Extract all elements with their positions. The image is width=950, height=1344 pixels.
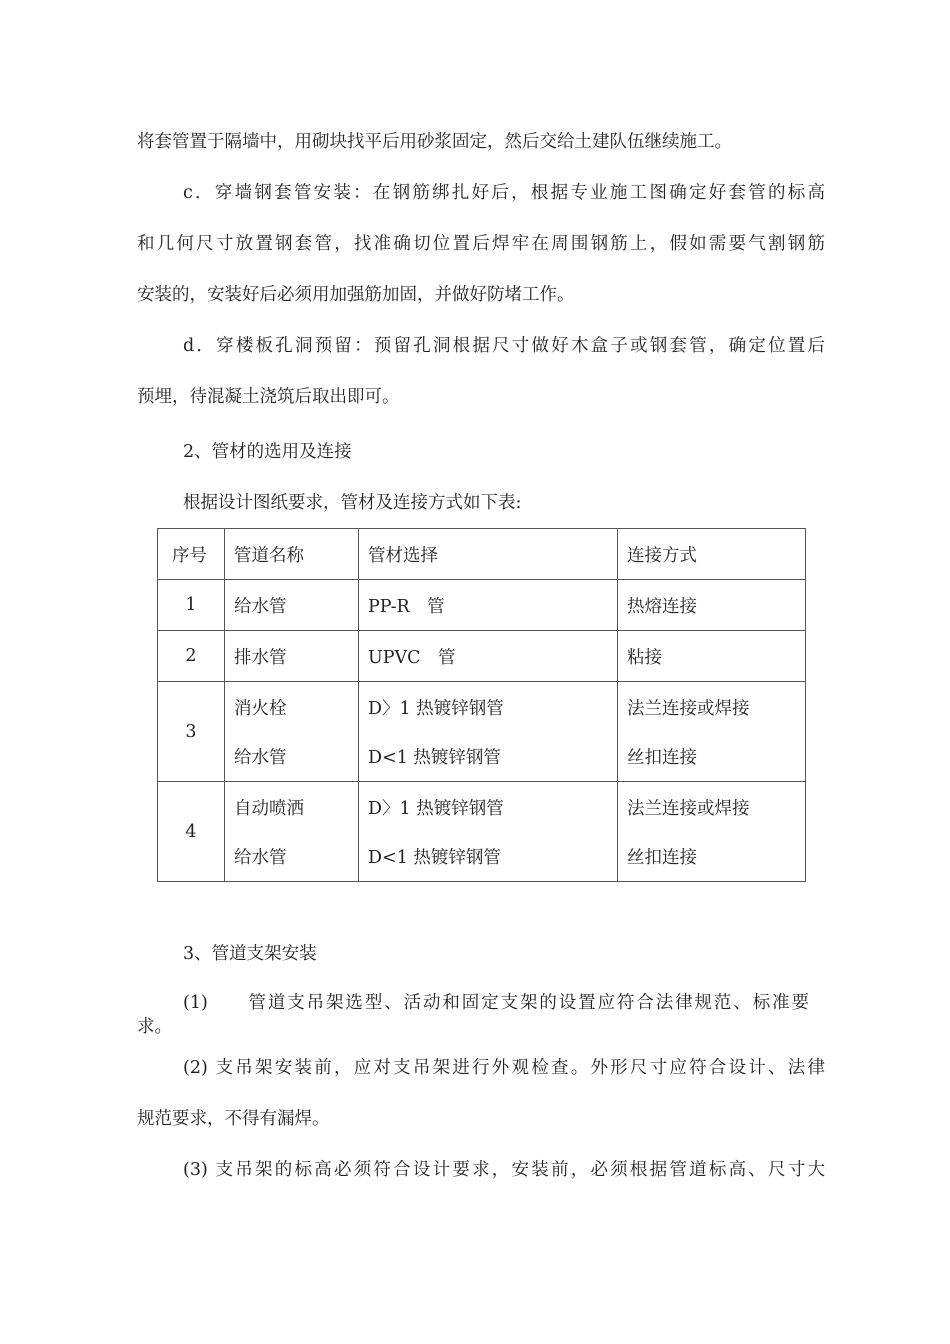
section-heading: 2、管材的选用及连接 (183, 442, 352, 462)
paragraph-c-line: 安装的，安装好后必须用加强筋加固，并做好防堵工作。 (137, 285, 575, 305)
section-heading: 3、管道支架安装 (183, 944, 317, 964)
paragraph-line: 将套管置于隔墙中，用砌块找平后用砂浆固定，然后交给土建队伍继续施工。 (137, 132, 732, 152)
connection-cell: 热熔连接 (618, 580, 806, 631)
connection-line: 丝扣连接 (627, 747, 697, 768)
connection-cell (618, 682, 806, 782)
material-cell: PP-R 管 (359, 580, 618, 631)
list-item-line: (2) 支吊架安装前，应对支吊架进行外观检查。外形尺寸应符合设计、法律 (183, 1058, 825, 1078)
list-item-line: 规范要求，不得有漏焊。 (137, 1109, 330, 1129)
pipe-name-line: 给水管 (234, 747, 287, 768)
table-header-row (158, 529, 806, 580)
paragraph-c-line: c．穿墙钢套管安装：在钢筋绑扎好后，根据专业施工图确定好套管的标高 (183, 183, 825, 203)
material-cell (359, 682, 618, 782)
row-number: 2 (158, 631, 225, 682)
paragraph-d-line: 预埋，待混凝土浇筑后取出即可。 (137, 387, 400, 407)
pipe-name-cell: 排水管 (225, 631, 359, 682)
material-line: D〉1 热镀锌钢管 (368, 798, 504, 819)
pipe-name-cell (225, 782, 359, 882)
pipe-name-line: 消火栓 (234, 698, 287, 719)
table-row (158, 782, 806, 882)
connection-line: 丝扣连接 (627, 847, 697, 868)
table-header-cell: 序号 (158, 529, 225, 580)
connection-line: 法兰连接或焊接 (627, 698, 750, 719)
pipe-name-cell: 给水管 (225, 580, 359, 631)
list-item-line: (3) 支吊架的标高必须符合设计要求，安装前，必须根据管道标高、尺寸大 (183, 1160, 825, 1180)
connection-cell (618, 782, 806, 882)
pipe-name-line: 给水管 (234, 847, 287, 868)
connection-line: 法兰连接或焊接 (627, 798, 750, 819)
table-row (158, 580, 806, 631)
table-row (158, 682, 806, 782)
table-header-cell: 管材选择 (359, 529, 618, 580)
connection-cell: 粘接 (618, 631, 806, 682)
table-header-cell: 管道名称 (225, 529, 359, 580)
material-line: D〉1 热镀锌钢管 (368, 698, 504, 719)
table-header-cell: 连接方式 (618, 529, 806, 580)
material-cell: UPVC 管 (359, 631, 618, 682)
material-line: D<1 热镀锌钢管 (368, 847, 501, 868)
paragraph-d-line: d．穿楼板孔洞预留：预留孔洞根据尺寸做好木盒子或钢套管，确定位置后 (183, 336, 825, 356)
row-number: 3 (158, 682, 225, 782)
list-item-line: (1) 管道支吊架选型、活动和固定支架的设置应符合法律规范、标准要 (183, 993, 809, 1013)
pipe-name-line: 自动喷洒 (234, 798, 304, 819)
list-item-line: 求。 (137, 1017, 172, 1037)
table-intro: 根据设计图纸要求，管材及连接方式如下表: (183, 493, 522, 513)
pipe-name-cell (225, 682, 359, 782)
material-cell (359, 782, 618, 882)
paragraph-c-line: 和几何尺寸放置钢套管，找准确切位置后焊牢在周围钢筋上，假如需要气割钢筋 (137, 234, 825, 254)
material-line: D<1 热镀锌钢管 (368, 747, 501, 768)
row-number: 1 (158, 580, 225, 631)
pipe-material-table (157, 528, 806, 882)
row-number: 4 (158, 782, 225, 882)
table-row (158, 631, 806, 682)
